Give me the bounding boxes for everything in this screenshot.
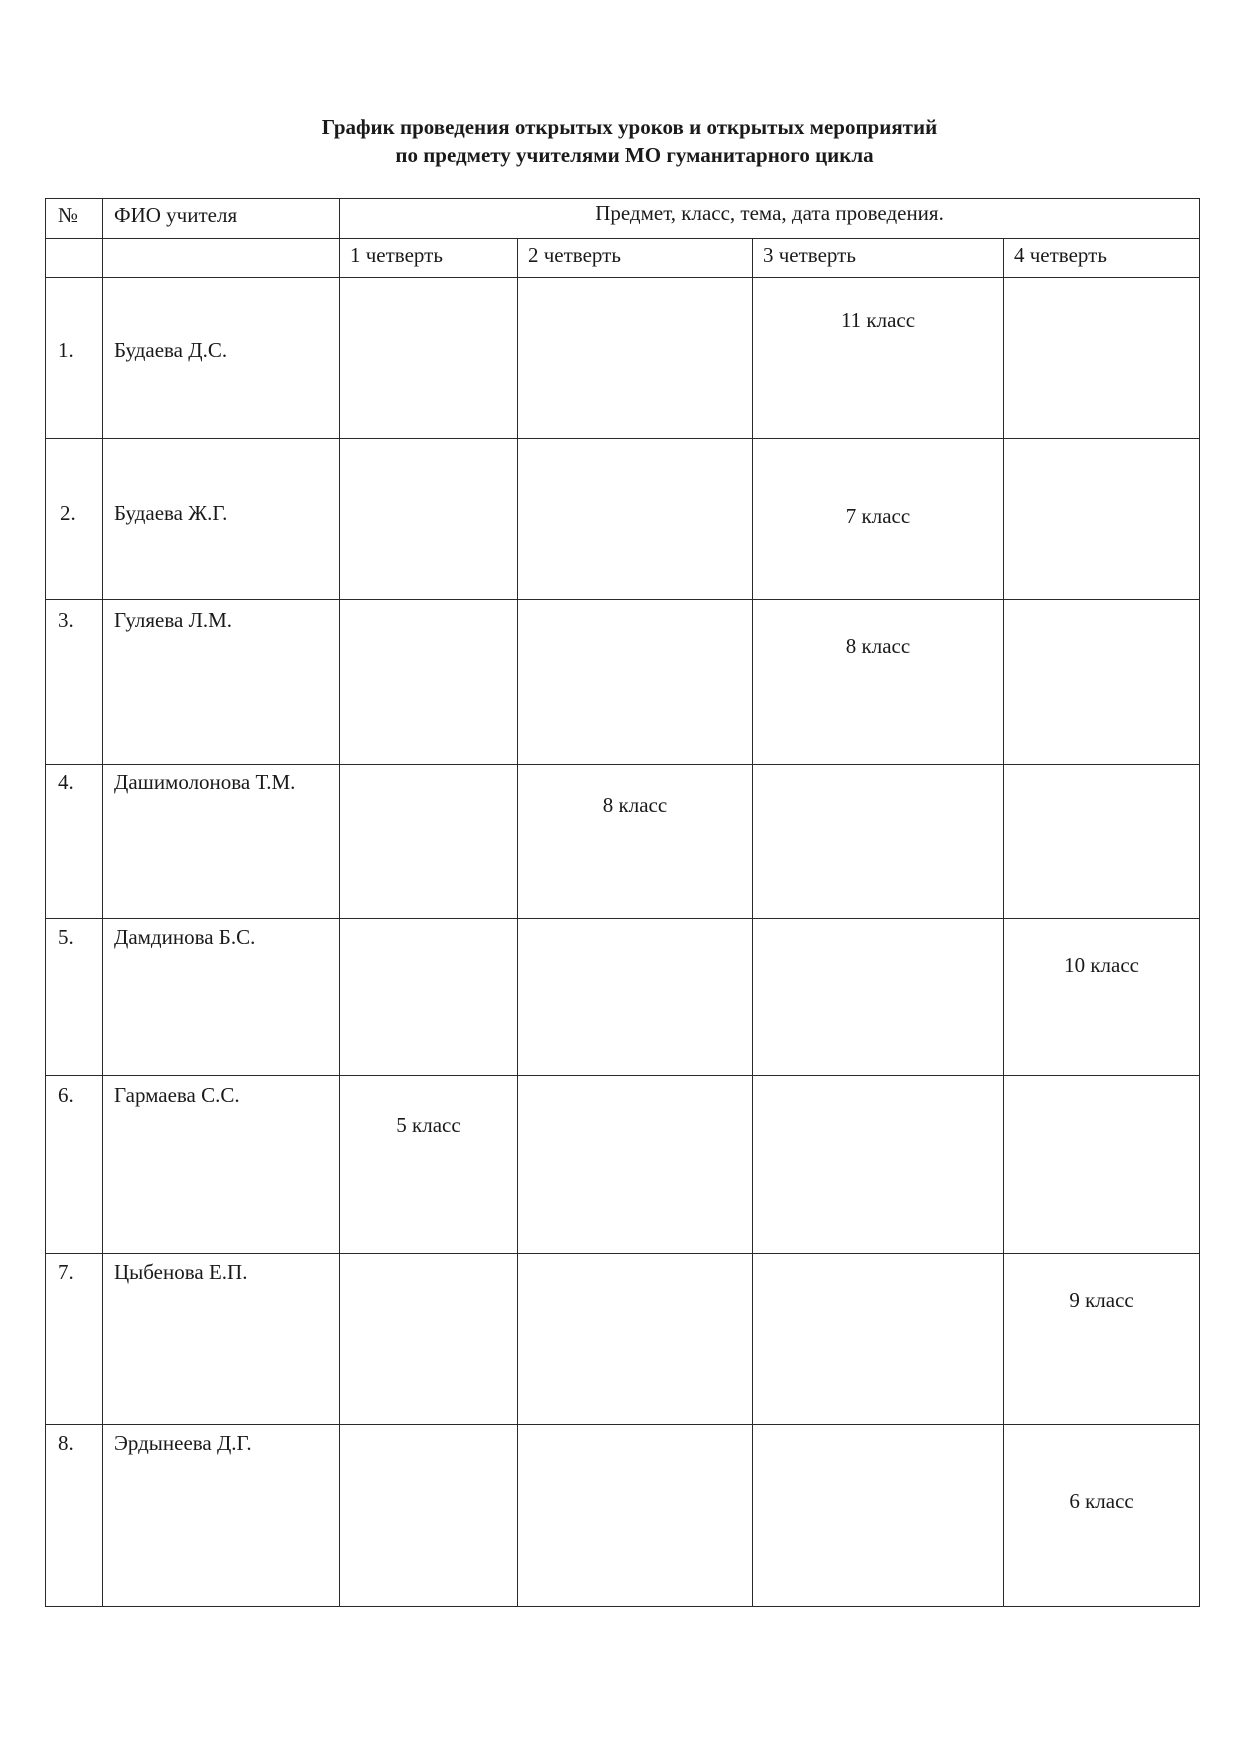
header-quarter-4: 4 четверть	[1004, 239, 1200, 278]
row-q4-cell	[1004, 278, 1200, 439]
row-num-cell	[46, 1076, 103, 1254]
row-q3: 8 класс	[845, 634, 911, 658]
row-fio: Цыбенова Е.П.	[114, 1260, 248, 1284]
row-num-cell	[46, 1254, 103, 1425]
table-row	[46, 1076, 1200, 1254]
row-fio: Гуляева Л.М.	[114, 608, 233, 632]
row-q3: 7 класс	[845, 504, 911, 528]
row-fio: Дамдинова Б.С.	[114, 925, 256, 949]
header-row	[46, 199, 1200, 239]
header-quarter-3: 3 четверть	[753, 239, 1004, 278]
header-num: №	[46, 199, 103, 239]
row-q4-cell	[1004, 1254, 1200, 1425]
row-num: 8.	[58, 1431, 74, 1455]
table-row	[46, 919, 1200, 1076]
row-q3-cell	[753, 278, 1004, 439]
row-q1: 5 класс	[396, 1113, 461, 1137]
row-q4-cell	[1004, 919, 1200, 1076]
row-num: 2.	[60, 501, 76, 525]
row-q2-cell	[518, 1076, 753, 1254]
table-row	[46, 600, 1200, 765]
row-q1-cell	[340, 278, 518, 439]
row-q3-cell	[753, 1254, 1004, 1425]
quarter-header-row	[46, 239, 1200, 278]
title-line-2: по предмету учителями МО гуманитарного цикла	[395, 143, 874, 167]
row-num: 3.	[58, 608, 74, 632]
title-line-1: График проведения открытых уроков и открытых мероприятий	[321, 115, 938, 139]
row-num-cell	[46, 765, 103, 919]
table-row	[46, 1425, 1200, 1607]
row-q2-cell	[518, 1254, 753, 1425]
header-num-empty	[46, 239, 103, 278]
row-fio-cell	[103, 1425, 340, 1607]
row-q4-cell	[1004, 1425, 1200, 1607]
row-q3-cell	[753, 765, 1004, 919]
row-q4: 10 класс	[1064, 953, 1139, 977]
row-q4-cell	[1004, 1076, 1200, 1254]
row-num: 4.	[58, 770, 74, 794]
header-subject: Предмет, класс, тема, дата проведения.	[340, 199, 1200, 239]
row-q1-cell	[340, 1254, 518, 1425]
row-num: 7.	[58, 1260, 74, 1284]
schedule-table	[45, 198, 1200, 1607]
row-q1-cell	[340, 1425, 518, 1607]
row-fio: Эрдынеева Д.Г.	[114, 1431, 252, 1455]
row-num: 5.	[58, 925, 74, 949]
header-fio-empty	[103, 239, 340, 278]
row-fio-cell	[103, 765, 340, 919]
row-q4-cell	[1004, 439, 1200, 600]
row-q1-cell	[340, 765, 518, 919]
row-fio-cell	[103, 919, 340, 1076]
row-q4: 9 класс	[1069, 1288, 1134, 1312]
table-row	[46, 1254, 1200, 1425]
row-q2: 8 класс	[602, 793, 668, 817]
row-num-cell	[46, 600, 103, 765]
row-q3-cell	[753, 439, 1004, 600]
row-q2-cell	[518, 600, 753, 765]
row-q3-cell	[753, 1425, 1004, 1607]
row-num: 6.	[58, 1083, 74, 1107]
row-fio: Будаева Ж.Г.	[114, 501, 228, 525]
table-row	[46, 278, 1200, 439]
row-q1-cell	[340, 919, 518, 1076]
row-q2-cell	[518, 439, 753, 600]
header-quarter-2: 2 четверть	[518, 239, 753, 278]
document-title	[0, 113, 1239, 169]
row-q3-cell	[753, 1076, 1004, 1254]
row-q1-cell	[340, 439, 518, 600]
table-row	[46, 439, 1200, 600]
row-num-cell	[46, 919, 103, 1076]
header-quarter-1: 1 четверть	[340, 239, 518, 278]
row-q2-cell	[518, 278, 753, 439]
row-fio-cell	[103, 278, 340, 439]
row-q2-cell	[518, 765, 753, 919]
table-row	[46, 765, 1200, 919]
row-fio-cell	[103, 1076, 340, 1254]
row-num-cell	[46, 278, 103, 439]
row-q3-cell	[753, 600, 1004, 765]
row-q4-cell	[1004, 765, 1200, 919]
row-q2-cell	[518, 1425, 753, 1607]
row-fio-cell	[103, 600, 340, 765]
row-fio-cell	[103, 439, 340, 600]
row-num-cell	[46, 1425, 103, 1607]
row-num: 1.	[58, 338, 74, 362]
row-q3: 11 класс	[840, 308, 916, 332]
row-fio: Дашимолонова Т.М.	[114, 770, 296, 794]
header-fio: ФИО учителя	[103, 199, 340, 239]
row-q4-cell	[1004, 600, 1200, 765]
row-q2-cell	[518, 919, 753, 1076]
row-q3-cell	[753, 919, 1004, 1076]
row-fio: Будаева Д.С.	[114, 338, 228, 362]
row-fio-cell	[103, 1254, 340, 1425]
row-q1-cell	[340, 600, 518, 765]
row-q4: 6 класс	[1069, 1489, 1134, 1513]
row-num-cell	[46, 439, 103, 600]
row-fio: Гармаева С.С.	[114, 1083, 240, 1107]
row-q1-cell	[340, 1076, 518, 1254]
